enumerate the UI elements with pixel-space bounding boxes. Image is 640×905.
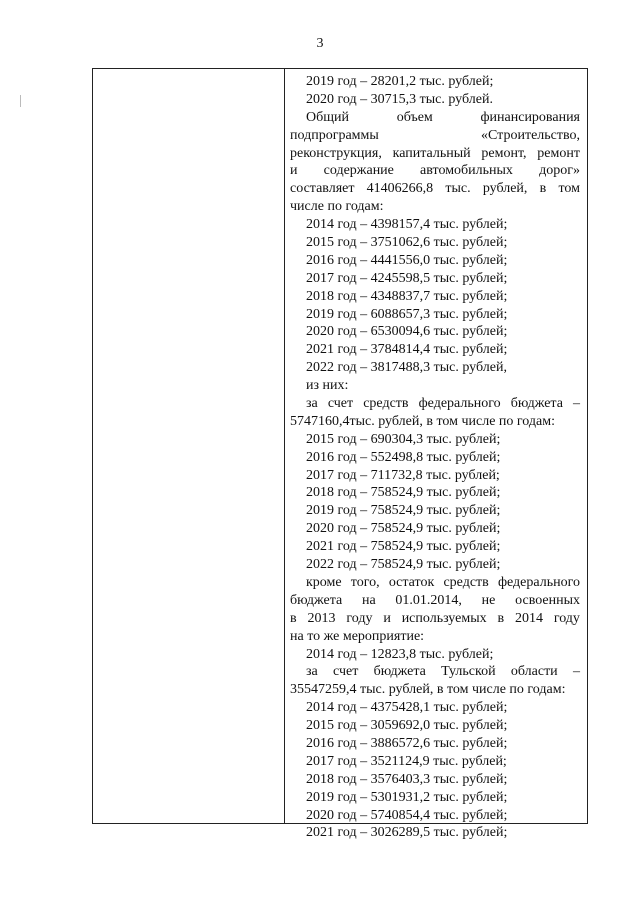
text-line [290, 592, 580, 610]
text-line: 2019 год – 28201,2 тыс. рублей; [306, 74, 494, 89]
word: бюджета [290, 592, 343, 608]
text-line [290, 109, 580, 127]
text-line: 2016 год – 4441556,0 тыс. рублей; [306, 252, 508, 268]
word: 01.01.2014, [395, 592, 462, 608]
word: дорог» [539, 163, 580, 179]
text-line: 2018 год – 4348837,7 тыс. рублей; [306, 288, 508, 304]
word: подпрограммы [290, 127, 379, 143]
text-line [290, 127, 580, 145]
word: – [573, 396, 580, 412]
word: в [497, 610, 505, 626]
word: содержание [323, 163, 394, 179]
word: Общий [306, 109, 349, 125]
text-line [290, 663, 580, 681]
word: на [361, 592, 376, 608]
word: ремонт, [481, 145, 527, 161]
text-line: 2021 год – 758524,9 тыс. рублей; [306, 539, 501, 555]
text-line [290, 610, 580, 628]
text-line: на то же мероприятие: [290, 628, 425, 644]
text-line: числе по годам: [290, 199, 384, 215]
text-line: 2014 год – 4398157,4 тыс. рублей; [306, 217, 508, 233]
word: используемых [401, 610, 487, 626]
word: остаток [388, 574, 435, 590]
word: году [553, 610, 580, 626]
word: в [539, 181, 547, 197]
word: за [306, 396, 318, 412]
text-line: из них: [306, 378, 349, 394]
text-line [290, 145, 580, 163]
text-line: 2019 год – 5301931,2 тыс. рублей; [306, 789, 508, 805]
table-right-cell [290, 73, 580, 842]
word: году [346, 610, 373, 626]
text-line: 2015 год – 3059692,0 тыс. рублей; [306, 718, 508, 734]
word: бюджета [510, 396, 563, 412]
text-line: 2020 год – 5740854,4 тыс. рублей; [306, 807, 508, 823]
word: рублей, [482, 181, 528, 197]
text-line: 2017 год – 3521124,9 тыс. рублей; [306, 753, 507, 769]
text-line [290, 162, 580, 180]
text-line: 2015 год – 690304,3 тыс. рублей; [306, 431, 501, 447]
text-line: 2019 год – 6088657,3 тыс. рублей; [306, 306, 508, 322]
word: объем [396, 109, 433, 125]
text-line: 2020 год – 758524,9 тыс. рублей; [306, 521, 501, 537]
word: федерального [497, 574, 580, 590]
word: и [290, 163, 298, 179]
word: автомобильных [420, 163, 513, 179]
word: финансирования [480, 109, 580, 125]
document-table [92, 68, 588, 841]
text-line: 2022 год – 758524,9 тыс. рублей; [306, 557, 501, 573]
word: Тульской [441, 664, 496, 680]
margin-mark [20, 95, 21, 107]
page-number: 3 [316, 36, 324, 51]
text-line: 2019 год – 758524,9 тыс. рублей; [306, 503, 501, 519]
word: 2013 [307, 610, 336, 626]
word: того, [350, 574, 380, 590]
word: и [383, 610, 391, 626]
word: – [572, 664, 580, 680]
text-line: 2018 год – 758524,9 тыс. рублей; [306, 485, 501, 501]
word: том [558, 181, 580, 197]
text-line [290, 574, 580, 592]
word: 41406266,8 [366, 181, 434, 197]
text-line: 5747160,4тыс. рублей, в том числе по годам: [290, 413, 555, 429]
word: составляет [290, 181, 355, 197]
word: счет [327, 396, 354, 412]
text-line: 2018 год – 3576403,3 тыс. рублей; [306, 771, 508, 787]
word: ремонт [537, 145, 580, 161]
text-line: 2020 год – 30715,3 тыс. рублей. [306, 91, 493, 107]
table-column-divider [284, 69, 285, 823]
text-line: 2021 год – 3026289,5 тыс. рублей; [306, 825, 508, 841]
text-line: 2021 год – 3784814,4 тыс. рублей; [306, 342, 508, 358]
text-line: 2014 год – 4375428,1 тыс. рублей; [306, 700, 508, 716]
word: «Строительство, [481, 127, 580, 143]
word: в [290, 610, 297, 626]
word: реконструкция, [290, 145, 382, 161]
text-line: 2016 год – 3886572,6 тыс. рублей; [306, 735, 508, 751]
text-line: 2015 год – 3751062,6 тыс. рублей; [306, 235, 508, 251]
text-line: 2016 год – 552498,8 тыс. рублей; [306, 449, 501, 465]
text-line: 2022 год – 3817488,3 тыс. рублей, [306, 360, 507, 376]
word: не [481, 592, 496, 608]
text-line: 35547259,4 тыс. рублей, в том числе по годам: [290, 682, 566, 698]
word: тыс. [445, 181, 471, 197]
text-line: 2014 год – 12823,8 тыс. рублей; [306, 646, 494, 662]
text-line [290, 395, 580, 413]
word: кроме [306, 574, 342, 590]
text-line: 2020 год – 6530094,6 тыс. рублей; [306, 324, 508, 340]
word: средств [363, 396, 409, 412]
word: за [306, 664, 318, 680]
word: освоенных [515, 592, 580, 608]
word: области [510, 664, 558, 680]
text-line: 2017 год – 4245598,5 тыс. рублей; [306, 270, 508, 286]
word: бюджета [373, 664, 426, 680]
word: федерального [418, 396, 501, 412]
word: средств [443, 574, 489, 590]
word: 2014 [514, 610, 543, 626]
word: счет [333, 664, 359, 680]
word: капитальный [392, 145, 471, 161]
text-line: 2017 год – 711732,8 тыс. рублей; [306, 467, 500, 483]
text-line [290, 180, 580, 198]
